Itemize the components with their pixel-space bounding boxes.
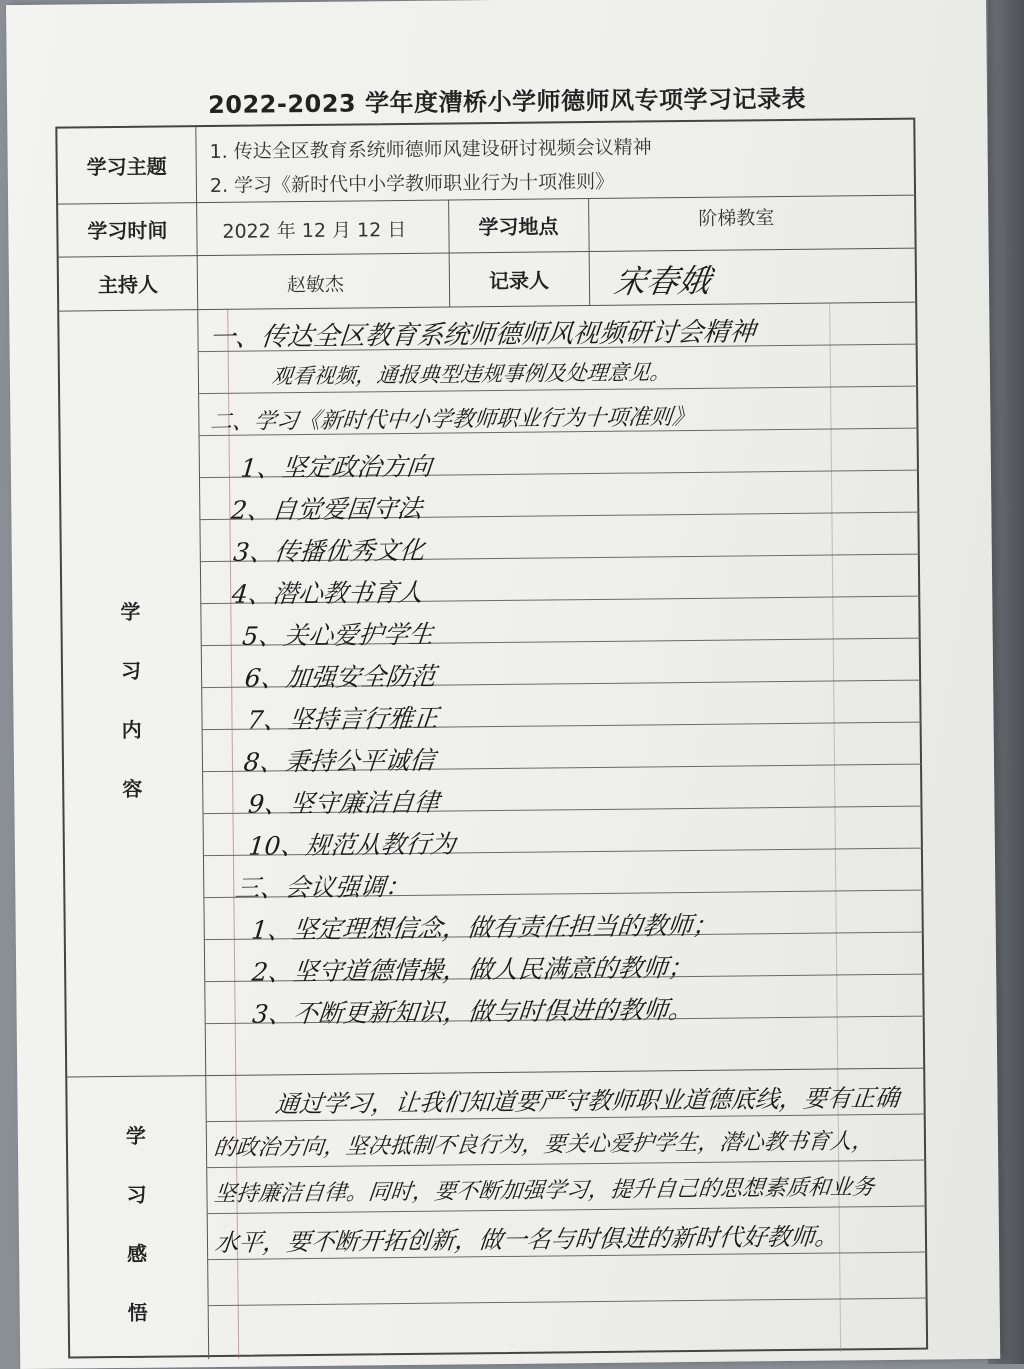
content-line: 9、坚守廉洁自律 (246, 787, 441, 819)
topic-line-1: 1. 传达全区教育系统师德师风建设研讨视频会议精神 (209, 136, 652, 164)
content-line: 三、会议强调： (233, 871, 412, 903)
table-divider (67, 1068, 925, 1078)
content-line: 6、加强安全防范 (243, 661, 438, 693)
content-line: 观看视频，通报典型违规事例及处理意见。 (270, 360, 672, 389)
topic-label: 学习主题 (86, 154, 167, 180)
recorder-label: 记录人 (488, 267, 550, 293)
page-title: 2022-2023 学年度漕桥小学师德师风专项学习记录表 (207, 84, 807, 120)
content-line: 一、传达全区教育系统师德师风视频研讨会精神 (207, 317, 757, 354)
content-line: 二、学习《新时代中小学教师职业行为十项准则》 (209, 404, 696, 436)
content-label-char: 习 (120, 658, 142, 683)
content-line: 10、规范从教行为 (247, 829, 457, 861)
place-label: 学习地点 (478, 214, 559, 240)
content-line: 2、坚守道德情操，做人民满意的教师； (250, 952, 695, 987)
content-line: 3、传播优秀文化 (232, 535, 426, 567)
reflection-label-char: 感 (126, 1241, 148, 1266)
time-value: 2022 年 12 月 12 日 (222, 218, 407, 243)
reflection-line: 通过学习，让我们知道要严守教师职业道德底线，要有正确 (273, 1083, 901, 1119)
content-line: 7、坚持言行雅正 (245, 703, 440, 735)
topic-line-2: 2. 学习《新时代中小学教师职业行为十项准则》 (209, 170, 615, 198)
content-line: 4、潜心教书育人 (230, 577, 425, 609)
content-label-char: 内 (121, 717, 142, 742)
content-line: 3、不断更新知识，做与时俱进的教师。 (251, 994, 695, 1029)
reflection-label-char: 习 (126, 1182, 147, 1207)
content-line: 2、自觉爱国守法 (229, 493, 424, 525)
recorder-signature: 宋春娥 (611, 261, 714, 301)
host-value: 赵敏杰 (286, 273, 345, 297)
ruled-line (208, 1298, 928, 1307)
reflection-label (106, 1120, 168, 1327)
reflection-line: 坚持廉洁自律。同时，要不断加强学习，提升自己的思想素质和业务 (213, 1175, 876, 1208)
content-label (100, 596, 162, 803)
reflection-label-char: 学 (125, 1123, 146, 1148)
time-label: 学习时间 (87, 218, 168, 244)
reflection-label-char: 悟 (127, 1300, 148, 1325)
table-divider (197, 309, 209, 1359)
host-label: 主持人 (97, 272, 159, 297)
record-sheet (6, 0, 1000, 1369)
content-line: 1、坚定政治方向 (239, 451, 434, 483)
content-label-char: 容 (122, 776, 143, 801)
content-line: 5、关心爱护学生 (241, 619, 435, 651)
record-table (55, 118, 928, 1359)
reflection-line: 的政治方向，坚决抵制不良行为，要关心爱护学生，潜心教书育人， (212, 1129, 875, 1162)
reflection-line: 水平，要不断开拓创新，做一名与时俱进的新时代好教师。 (213, 1222, 841, 1258)
place-value: 阶梯教室 (698, 207, 775, 230)
content-line: 8、秉持公平诚信 (242, 745, 437, 777)
content-label-char: 学 (120, 599, 141, 624)
content-line: 1、坚定理想信念，做有责任担当的教师； (250, 910, 719, 945)
